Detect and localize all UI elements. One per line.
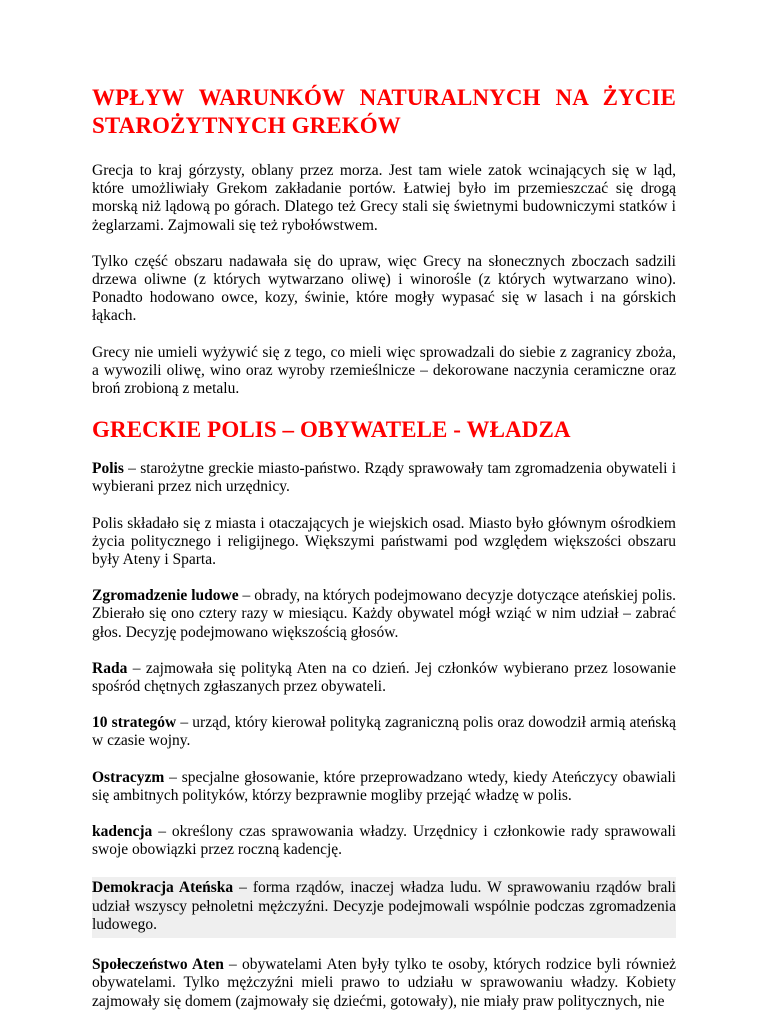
definition-democracy-text: – forma rządów, inaczej władza ludu. W sprawowaniu rządów brali udział wszyscy pełnoletni mężczyźni. Decyzje podejmowali wspólnie podczas zgromadzenia ludowego. — [92, 879, 676, 933]
definition-strategoi-text: – urząd, który kierował polityką zagraniczną polis oraz dowodził armią ateńską w czasie wojny. — [92, 714, 676, 750]
definition-assembly-text: – obrady, na których podejmowano decyzje dotyczące ateńskiej polis. Zbierało się ono cztery razy w miesiącu. Każdy obywatel mógł wziąć w nim udział – zabrać głos. Decyzję podejmowano większością głosów. — [92, 587, 677, 641]
definition-society — [92, 956, 676, 1011]
paragraph-polis-structure: Polis składało się z miasta i otaczających je wiejskich osad. Miasto było głównym ośrodkiem życia politycznego i religijnego. Większymi państwami pod względem większości obszaru były Ateny i Sparta. — [92, 514, 676, 569]
term-ostracism: Ostracyzm — [92, 768, 165, 786]
document-page — [92, 84, 676, 1011]
definition-term-of-office — [92, 823, 676, 859]
definition-democracy — [92, 877, 676, 938]
definition-strategoi — [92, 714, 676, 750]
definition-ostracism-text: – specjalne głosowanie, które przeprowadzano wtedy, kiedy Ateńczycy obawiali się ambitnych polityków, którzy bezprawnie mogliby przejąć władzę w polis. — [92, 768, 676, 804]
definition-ostracism — [92, 769, 676, 805]
term-assembly: Zgromadzenie ludowe — [92, 587, 239, 605]
definition-council-text: – zajmowała się polityką Aten na co dzień. Jej członków wybierano przez losowanie spośród chętnych zgłaszanych przez obywateli. — [92, 659, 676, 696]
section-title-greek-polis: GRECKIE POLIS – OBYWATELE - WŁADZA — [92, 417, 571, 443]
definition-society-text: – obywatelami Aten były tylko te osoby, których rodzice byli również obywatelami. Tylko mężczyźni mieli prawo to udziału w sprawowaniu władzy. Kobiety zajmowały się domem (zajmowały się dziećmi, gotowały), nie miały praw politycznych, nie — [92, 956, 676, 1010]
term-society: Społeczeństwo Aten — [92, 956, 224, 974]
definition-council — [92, 660, 676, 696]
term-democracy: Demokracja Ateńska — [92, 879, 234, 897]
definition-term-of-office-text: – określony czas sprawowania władzy. Urzędnicy i członkowie rady sprawowali swoje obowiązki przez roczną kadencję. — [92, 823, 676, 859]
definition-polis — [92, 460, 676, 496]
definition-assembly — [92, 587, 676, 642]
term-term-of-office: kadencja — [92, 823, 153, 841]
term-council: Rada — [92, 659, 128, 677]
paragraph-agriculture: Tylko część obszaru nadawała się do upraw, więc Grecy na słonecznych zboczach sadzili drzewa oliwne (z których wytwarzano oliwę) i winorośle (z których wytwarzano wino). Ponadto hodowano owce, kozy, świnie, które mogły wypasać się w lasach i na górskich łąkach. — [92, 252, 676, 325]
paragraph-trade: Grecy nie umieli wyżywić się z tego, co mieli więc sprowadzali do siebie z zagranicy zboża, a wywozili oliwę, wino oraz wyroby rzemieślnicze – dekorowane naczynia ceramiczne oraz broń zrobioną z metalu. — [92, 343, 676, 398]
term-strategoi: 10 strategów — [92, 714, 177, 732]
section-title-natural-conditions-line-2: STAROŻYTNYCH GREKÓW — [92, 113, 401, 138]
paragraph-geography: Grecja to kraj górzysty, oblany przez morza. Jest tam wiele zatok wcinających się w ląd, które umożliwiały Grekom zakładanie portów. Łatwiej było im przemieszczać się drogą morską niż lądową po górach. Dlatego też Grecy stali się świetnymi budowniczymi statków i żeglarzami. Zajmowali się też rybołówstwem. — [92, 162, 676, 234]
section-title-natural-conditions — [92, 84, 676, 112]
term-polis: Polis — [92, 460, 124, 478]
title-line-1: WPŁYW WARUNKÓW NATURALNYCH NA ŻYCIE — [92, 85, 676, 110]
definition-polis-text: – starożytne greckie miasto-państwo. Rządy sprawowały tam zgromadzenia obywateli i wybierani przez nich urzędnicy. — [92, 460, 676, 496]
